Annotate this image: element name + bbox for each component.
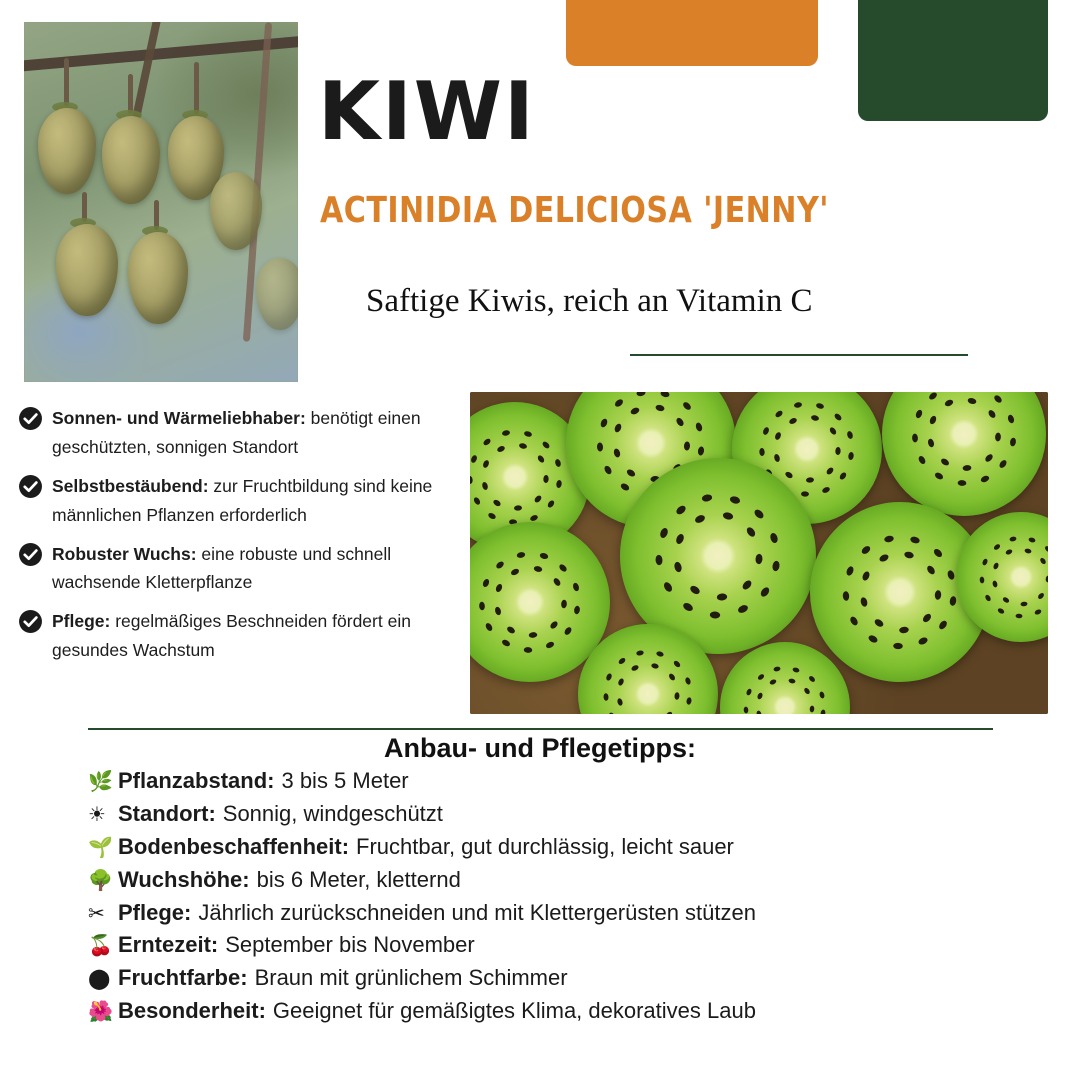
check-circle-icon	[18, 609, 43, 634]
tips-divider	[88, 728, 993, 730]
tagline: Saftige Kiwis, reich an Vitamin C	[366, 283, 813, 319]
tip-value: September bis November	[225, 932, 475, 958]
check-circle-icon	[18, 406, 43, 431]
tip-label: Pflege:	[118, 899, 192, 925]
tip-label: Standort:	[118, 800, 216, 826]
tip-label: Fruchtfarbe:	[118, 965, 248, 991]
tips-list	[88, 768, 1028, 1031]
tip-item	[88, 801, 1028, 827]
feature-label: Sonnen- und Wärmeliebhaber:	[52, 408, 306, 428]
feature-item	[18, 540, 458, 598]
color-dot-icon: ⬤	[88, 966, 111, 991]
tip-label: Bodenbeschaffenheit:	[118, 833, 350, 859]
herb-icon: 🌿	[88, 769, 113, 793]
tip-item	[88, 965, 1028, 991]
botanical-name: ACTINIDIA DELICIOSA 'JENNY'	[320, 190, 829, 231]
seedling-icon: 🌱	[88, 834, 113, 859]
scissors-icon: ✂	[88, 900, 105, 925]
check-circle-icon	[18, 474, 43, 499]
decorative-orange-block	[566, 0, 818, 66]
feature-list	[18, 404, 458, 675]
feature-text: Pflege: regelmäßiges Beschneiden fördert ein gesundes Wachstum	[52, 611, 411, 661]
tip-label: Erntezeit:	[118, 932, 219, 958]
decorative-green-block	[858, 0, 1048, 121]
photo-kiwi-slices	[470, 392, 1048, 714]
feature-item	[18, 472, 458, 530]
cherries-icon: 🍒	[88, 933, 113, 958]
tip-value: Jährlich zurückschneiden und mit Klettergerüsten stützen	[198, 899, 756, 925]
tip-item	[88, 998, 1028, 1024]
tip-item	[88, 834, 1028, 860]
tip-value: bis 6 Meter, kletternd	[256, 866, 461, 892]
feature-text: Sonnen- und Wärmeliebhaber: benötigt einen geschützten, sonnigen Standort	[52, 408, 421, 457]
tip-label: Wuchshöhe:	[118, 866, 250, 892]
feature-item	[18, 404, 458, 462]
check-circle-icon	[18, 542, 43, 567]
feature-label: Selbstbestäubend:	[52, 475, 209, 496]
feature-text: Selbstbestäubend: zur Fruchtbildung sind keine männlichen Pflanzen erforderlich	[52, 475, 433, 525]
tip-label: Besonderheit:	[118, 998, 266, 1024]
feature-item	[18, 607, 458, 665]
tips-title: Anbau- und Pflegetipps:	[384, 733, 696, 763]
page-title: KIWI	[318, 65, 536, 158]
tree-icon: 🌳	[88, 867, 113, 892]
tip-item	[88, 900, 1028, 926]
tip-value: Fruchtbar, gut durchlässig, leicht sauer	[356, 833, 734, 859]
tip-item	[88, 768, 1028, 794]
tip-value: Geeignet für gemäßigtes Klima, dekoratives Laub	[272, 998, 756, 1024]
tip-value: Sonnig, windgeschützt	[222, 800, 443, 826]
tip-item	[88, 932, 1028, 958]
flower-icon: 🌺	[88, 999, 113, 1024]
tip-value: 3 bis 5 Meter	[281, 768, 409, 793]
feature-label: Pflege:	[52, 611, 111, 632]
tip-label: Pflanzabstand:	[118, 768, 275, 793]
tip-value: Braun mit grünlichem Schimmer	[254, 965, 568, 991]
sun-icon: ☀	[88, 801, 106, 826]
hero-photo-kiwi-vine	[24, 22, 298, 382]
feature-text: Robuster Wuchs: eine robuste und schnell wachsende Kletterpflanze	[52, 543, 392, 593]
tagline-divider	[630, 354, 968, 356]
feature-label: Robuster Wuchs:	[52, 543, 197, 564]
tip-item	[88, 867, 1028, 893]
